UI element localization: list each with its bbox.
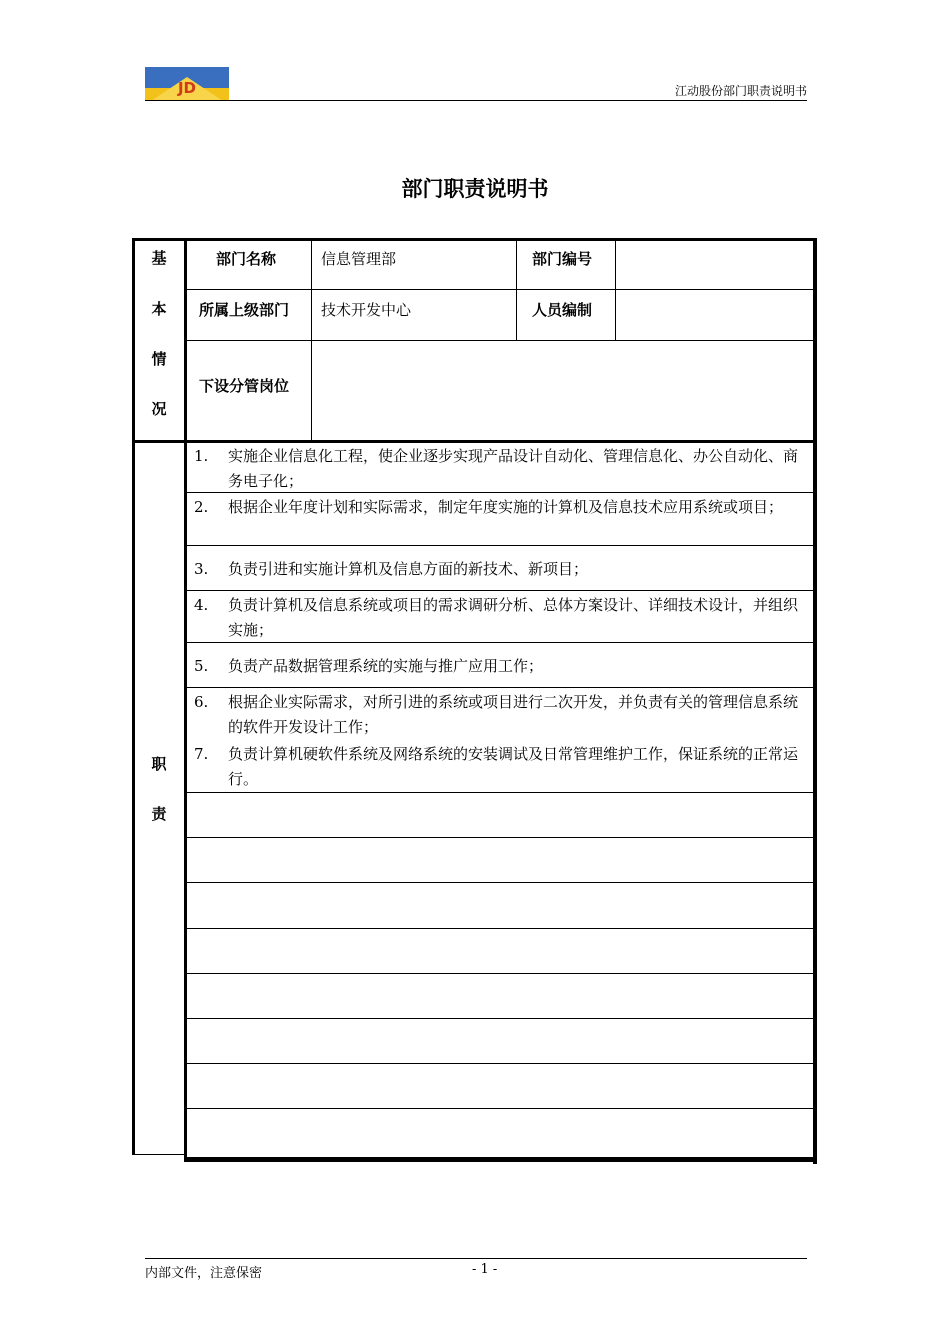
duty-text: 负责引进和实施计算机及信息方面的新技术、新项目； [228, 560, 589, 578]
dept-name-value: 信息管理部 [321, 250, 397, 268]
staff-quota-label: 人员编制 [532, 301, 593, 319]
section-basic-char: 基 [151, 249, 167, 267]
section-basic-char: 情 [151, 350, 167, 368]
duty-text: 根据企业实际需求，对所引进的系统或项目进行二次开发，并负责有关的管理信息系统的软件开发设计工作； [228, 693, 799, 736]
duty-text: 负责计算机及信息系统或项目的需求调研分析、总体方案设计、详细技术设计，并组织实施； [228, 596, 799, 639]
logo-text: JD [177, 79, 197, 97]
duty-number: 7. [194, 745, 209, 763]
company-logo [145, 67, 229, 101]
header-rule [145, 100, 807, 101]
duty-number: 1. [194, 447, 209, 465]
footer-rule [145, 1258, 807, 1259]
duty-text: 根据企业年度计划和实际需求，制定年度实施的计算机及信息技术应用系统或项目； [228, 498, 784, 516]
duty-text: 实施企业信息化工程，使企业逐步实现产品设计自动化、管理信息化、办公自动化、商务电子化； [228, 447, 799, 490]
duty-number: 2. [194, 498, 209, 516]
footer-confidential: 内部文件，注意保密 [145, 1266, 263, 1281]
duty-number: 3. [194, 560, 209, 578]
duty-number: 4. [194, 596, 209, 614]
sub-positions-label: 下设分管岗位 [199, 377, 290, 395]
page-title: 部门职责说明书 [401, 177, 549, 201]
dept-code-label: 部门编号 [532, 250, 593, 268]
dept-name-label: 部门名称 [216, 250, 277, 268]
section-basic-char: 况 [151, 400, 167, 418]
duty-text: 负责产品数据管理系统的实施与推广应用工作； [228, 657, 544, 675]
header-doc-title: 江动股份部门职责说明书 [674, 84, 807, 98]
section-duty-char: 责 [151, 805, 167, 823]
duty-number: 5. [194, 657, 209, 675]
section-basic-char: 本 [151, 300, 167, 318]
duty-number: 6. [194, 693, 209, 711]
duty-text: 负责计算机硬软件系统及网络系统的安装调试及日常管理维护工作，保证系统的正常运行。 [228, 745, 799, 788]
parent-dept-label: 所属上级部门 [199, 301, 290, 319]
section-duty-char: 职 [151, 755, 167, 773]
parent-dept-value: 技术开发中心 [321, 301, 412, 319]
page-number: - 1 - [472, 1262, 498, 1277]
